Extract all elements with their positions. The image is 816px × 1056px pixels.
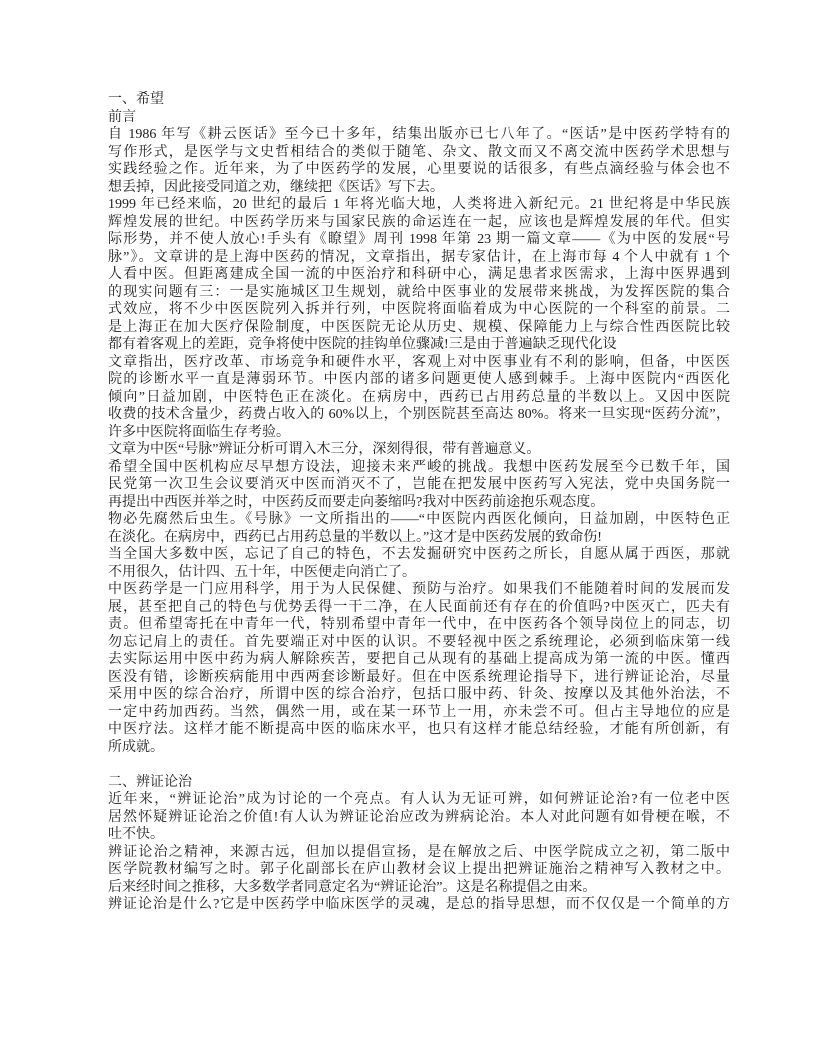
text-line: 倾向”日益加剧，中医特色正在淡化。在病房中，西药已占用药总量的半数以上。又因中医院 — [108, 389, 730, 405]
text-line: 责。但希望寄托在中青年一代，特别希望中青年一代中，在中医药各个领导岗位上的同志，切 — [108, 617, 730, 632]
text-line: 实践经验之作。近年来，为了中医药学的发展，心里要说的话很多，有些点滴经验与体会也不 — [108, 162, 730, 177]
text-line: 去实际运用中医中药为病人解除疾苦，要把自己从现有的基础上提高成为第一流的中医。懂西 — [108, 652, 730, 667]
text-line: 辨证论治之精神，来源古远，但加以提倡宣扬，是在解放之后、中医学院成立之初，第二版中 — [108, 844, 730, 860]
text-line: 希望全国中医机构应尽早想方设法，迎接未来严峻的挑战。我想中医药发展至今已数千年，国 — [108, 459, 730, 475]
text-line: 收费的技术含量少，药费占收入的 60%以上，个别医院甚至高达 80%。将来一旦实现“医药分流”， — [108, 407, 730, 422]
text-line: 物必先腐然后虫生。《号脉》一文所指出的——“中医院内西医化倾向，日益加剧，中医特色正 — [108, 512, 730, 527]
text-line: 近年来，“辨证论治”成为讨论的一个亮点。有人认为无证可辨，如何辨证论治?有一位老中医 — [108, 792, 730, 807]
text-line: 民党第一次卫生会议要消灭中医而消灭不了，岂能在把发展中医药写入宪法，党中央国务院一 — [108, 477, 730, 492]
text-line: 医没有错，诊断疾病能用中西两套诊断最好。但在中医系统理论指导下，进行辨证论治，尽量 — [108, 669, 730, 685]
text-line: 1999 年已经来临，20 世纪的最后 1 年将光临大地，人类将进入新纪元。21 世纪将是中华民族 — [108, 197, 730, 212]
text-line: 自 1986 年写《耕云医话》至今已十多年，结集出版亦已七八年了。“医话”是中医药学特有的 — [108, 127, 730, 142]
text-line: 文章为中医“号脉”辨证分析可谓入木三分，深刻得很，带有普遍意义。 — [108, 442, 541, 457]
text-line: 采用中医的综合治疗，所谓中医的综合治疗，包括口服中药、针灸、按摩以及其他外治法，不 — [108, 687, 730, 702]
text-line: 居然怀疑辨证论治之价值!有人认为辨证论治应改为辨病论治。本人对此问题有如骨梗在喉，不 — [108, 809, 730, 825]
text-line: 医学院教材编写之时。郭子化副部长在庐山教材会议上提出把辨证施治之精神写入教材之中。 — [108, 862, 730, 877]
text-line: 许多中医院将面临生存考验。 — [108, 424, 290, 440]
section-subheading: 前言 — [108, 109, 136, 125]
text-line: 写作形式，是医学与文史哲相结合的类似于随笔、杂文、散文而又不离交流中医药学术思想与 — [108, 144, 730, 160]
text-line: 后来经时间之推移，大多数学者同意定名为“辨证论治”。这是名称提倡之由来。 — [108, 879, 597, 895]
text-line: 所成就。 — [108, 739, 164, 755]
section-heading: 一、希望 — [108, 92, 164, 107]
text-line: 想丢掉，因此接受同道之劝，继续把《医话》写下去。 — [108, 179, 444, 195]
text-line: 勿忘记肩上的责任。首先要端正对中医的认识。不要轻视中医之系统理论，必须到临床第一线 — [108, 634, 730, 650]
text-line: 当全国大多数中医，忘记了自己的特色，不去发掘研究中医药之所长，自愿从属于西医，那就 — [108, 547, 730, 562]
text-line: 吐不快。 — [108, 827, 164, 842]
text-line: 再提出中西医并举之时，中医药反而要走向萎缩吗?我对中医药前途抱乐观态度。 — [108, 494, 605, 510]
text-line: 展，甚至把自己的特色与优势丢得一干二净，在人民面前还有存在的价值吗?中医灭亡，匹夫有 — [108, 599, 730, 615]
text-line: 式效应，将不少中医医院列入拆并行列，中医院将面临着成为中心医院的一个科室的前景。二 — [108, 302, 730, 317]
text-line: 在淡化。在病房中，西药已占用药总量的半数以上。”这才是中医药发展的致命伤! — [108, 529, 602, 545]
text-line: 的现实问题有三：一是实施城区卫生规划，就给中医事业的发展带来挑战，为发挥医院的集合 — [108, 284, 730, 300]
text-line: 一定中药加西药。当然，偶然一用，或在某一环节上一用，亦未尝不可。但占主导地位的应是 — [108, 704, 730, 720]
text-line: 都有着客观上的差距，竞争将使中医院的挂钩单位骤减!三是由于普遍缺乏现代化设 — [108, 337, 617, 352]
text-line: 院的诊断水平一直是薄弱环节。中医内部的诸多问题更使人感到棘手。上海中医院内“西医化 — [108, 372, 730, 387]
blank-line — [108, 756, 730, 774]
text-line: 文章指出，医疗改革、市场竞争和硬件水平，客观上对中医事业有不利的影响，但备，中医医 — [108, 354, 730, 370]
text-line: 辨证论治是什么?它是中医药学中临床医学的灵魂，是总的指导思想，而不仅仅是一个简单的方 — [108, 897, 730, 912]
document-body — [108, 91, 730, 914]
text-line: 脉”》。文章讲的是上海中医药的情况，文章指出，据专家估计，在上海市每 4 个人中就有 1 个 — [108, 249, 730, 265]
text-line: 人看中医。但距离建成全国一流的中医治疗和科研中心，满足患者求医需求，上海中医界遇到 — [108, 267, 730, 282]
text-line: 际形势，并不使人放心!手头有《瞭望》周刊 1998 年第 23 期一篇文章——《为中医的发展“号 — [108, 232, 730, 247]
section-heading: 二、辨证论治 — [108, 774, 192, 790]
text-line: 辉煌发展的世纪。中医药学历来与国家民族的命运连在一起，应该也是辉煌发展的年代。但实 — [108, 214, 730, 230]
text-line: 是上海正在加大医疗保险制度，中医医院无论从历史、规模、保障能力上与综合性西医院比较 — [108, 319, 730, 335]
text-line: 中医疗法。这样才能不断提高中医的临床水平，也只有这样才能总结经验，才能有所创新，有 — [108, 722, 730, 737]
text-line: 不用很久，估计四、五十年，中医便走向消亡了。 — [108, 564, 416, 580]
text-line: 中医药学是一门应用科学，用于为人民保健、预防与治疗。如果我们不能随着时间的发展而发 — [108, 582, 730, 597]
